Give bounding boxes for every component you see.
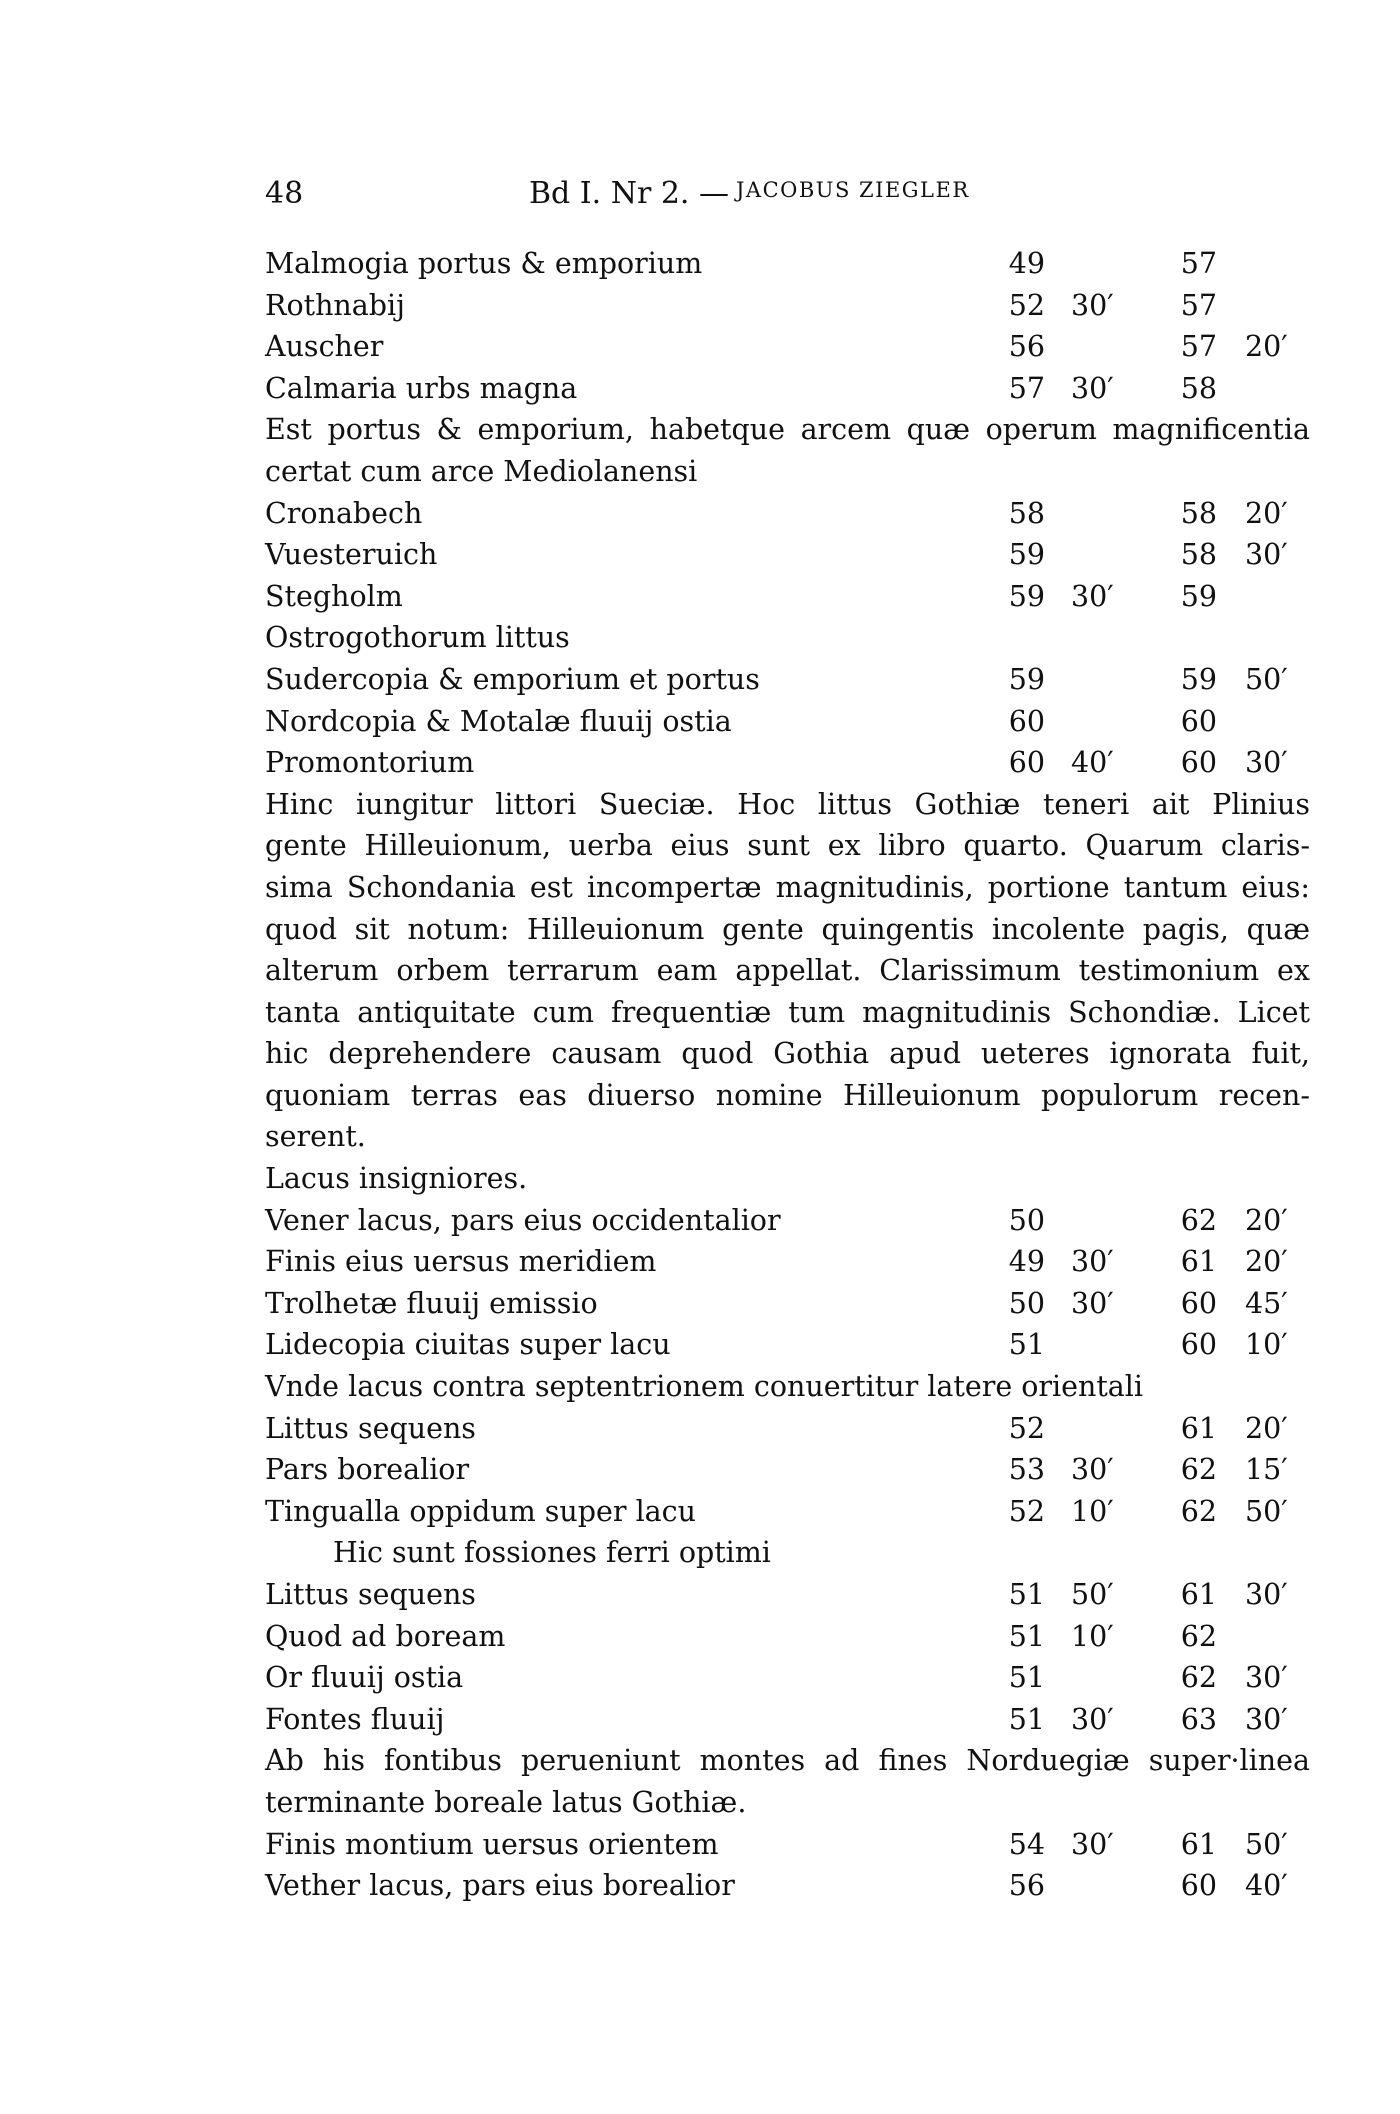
latitude-degrees: 57 [1180,247,1217,280]
longitude-degrees: 49 [1008,247,1045,280]
coordinate-table-4 [265,1408,1310,1533]
longitude-minutes: 30′ [1071,1453,1114,1487]
place-name: Calmaria urbs magna [265,371,578,405]
page-body [265,243,1310,1907]
longitude-degrees: 49 [1008,1245,1045,1279]
text-line: gente Hilleuionum, uerba eius sunt ex libro quarto. Quarum claris- [265,829,1310,863]
place-name: Nordcopia & Motalæ fluuij ostia [265,704,732,738]
longitude-degrees: 57 [1008,371,1045,405]
latitude-degrees: 60 [1180,704,1217,738]
longitude-minutes: 30′ [1071,579,1114,613]
longitude-degrees: 60 [1008,704,1045,738]
latitude-minutes: 50′ [1245,662,1288,696]
place-name: Malmogia portus & emporium [265,247,703,280]
table-row [265,576,1310,618]
place-name: Trolhetæ fluuij emissio [265,1286,598,1320]
latitude-minutes: 20′ [1245,1245,1288,1279]
longitude-degrees: 52 [1008,288,1045,322]
latitude-minutes: 30′ [1245,1702,1288,1736]
place-name: Finis montium uersus orientem [265,1827,719,1861]
text-line: quod sit notum: Hilleuionum gente quingentis incolente pagis, quæ [265,912,1310,946]
latitude-degrees: 60 [1180,1328,1217,1362]
table-row [265,1616,1310,1658]
latitude-degrees: 62 [1180,1453,1217,1487]
latitude-minutes: 30′ [1245,538,1288,572]
section-heading [265,1158,1310,1200]
latitude-degrees: 60 [1180,1286,1217,1320]
longitude-degrees: 50 [1008,1203,1045,1237]
text-line: sima Schondania est incompertæ magnitudinis, portione tantum eius: [265,870,1310,904]
text-line: serent. [265,1120,366,1154]
longitude-minutes: 30′ [1071,1245,1114,1279]
latitude-degrees: 62 [1180,1619,1217,1653]
table-row [265,1824,1310,1866]
longitude-minutes: 10′ [1071,1494,1114,1528]
place-name: Vether lacus, pars eius borealior [265,1869,735,1903]
coordinate-table-5 [265,1574,1310,1740]
place-name: Rothnabij [265,288,405,322]
table-row [265,1324,1310,1366]
latitude-degrees: 61 [1180,1827,1217,1861]
lakes-heading: Lacus insigniores. [265,1162,528,1196]
text-line: terminante boreale latus Gothiæ. [265,1785,747,1819]
page-number: 48 [265,176,304,211]
longitude-minutes: 30′ [1071,1702,1114,1736]
latitude-degrees: 59 [1180,579,1217,613]
gothia-paragraph [265,784,1310,1158]
table-row [265,243,1310,285]
place-name: Quod ad boream [265,1619,506,1653]
place-name: Littus sequens [265,1578,476,1611]
place-name: Vuesteruich [265,538,438,572]
place-name: Sudercopia & emporium et portus [265,662,760,696]
latitude-degrees: 62 [1180,1494,1217,1528]
latitude-degrees: 60 [1180,746,1217,780]
table-row [265,617,1310,659]
latitude-degrees: 57 [1180,288,1217,322]
vndo-note: Vnde lacus contra septentrionem conuertitur latere orientali [265,1370,1144,1404]
longitude-degrees: 52 [1008,1411,1045,1445]
longitude-degrees: 54 [1008,1827,1045,1861]
table-row [265,368,1310,410]
table-row [265,1408,1310,1450]
fossiones-note: Hic sunt fossiones ferri optimi [333,1536,771,1570]
longitude-minutes: 50′ [1071,1578,1114,1611]
text-line: certat cum arce Mediolanensi [265,454,698,488]
text-line: hic deprehendere causam quod Gothia apud ueteres ignorata fuit, [265,1037,1310,1071]
place-name: Promontorium [265,746,475,780]
place-name: Ostrogothorum littus [265,621,570,655]
latitude-minutes: 50′ [1245,1827,1288,1861]
latitude-degrees: 60 [1180,1869,1217,1903]
longitude-degrees: 53 [1008,1453,1045,1487]
table-row [265,493,1310,535]
place-name: Vener lacus, pars eius occidentalior [265,1203,781,1237]
longitude-minutes: 30′ [1071,1286,1114,1320]
latitude-degrees: 63 [1180,1702,1217,1736]
text-line: Est portus & emporium, habetque arcem quæ operum magnificentia [265,413,1310,447]
longitude-minutes: 30′ [1071,288,1114,322]
table-row [265,659,1310,701]
place-name: Finis eius uersus meridiem [265,1245,657,1279]
latitude-degrees: 57 [1180,330,1217,364]
place-name: Littus sequens [265,1411,476,1445]
volume-label: Bd I. Nr 2. — [529,176,729,211]
latitude-degrees: 58 [1180,538,1217,572]
text-line [265,1366,1310,1408]
place-name: Tingualla oppidum super lacu [265,1494,696,1528]
latitude-degrees: 61 [1180,1411,1217,1445]
text-line: quoniam terras eas diuerso nomine Hilleuionum populorum recen- [265,1078,1310,1112]
table-row [265,701,1310,743]
longitude-degrees: 59 [1008,579,1045,613]
table-row [265,285,1310,327]
text-line [265,1532,1310,1574]
place-name: Pars borealior [265,1453,470,1487]
latitude-degrees: 59 [1180,662,1217,696]
latitude-degrees: 62 [1180,1203,1217,1237]
table-row [265,1449,1310,1491]
longitude-degrees: 50 [1008,1286,1045,1320]
table-row [265,534,1310,576]
latitude-degrees: 58 [1180,371,1217,405]
longitude-degrees: 59 [1008,662,1045,696]
latitude-degrees: 62 [1180,1661,1217,1695]
place-name: Auscher [265,330,384,364]
coordinate-table-2 [265,493,1310,784]
montes-note [265,1740,1310,1823]
place-name: Or fluuij ostia [265,1661,464,1695]
latitude-minutes: 50′ [1245,1494,1288,1528]
latitude-minutes: 10′ [1245,1328,1288,1362]
latitude-minutes: 20′ [1245,1203,1288,1237]
longitude-degrees: 51 [1008,1702,1045,1736]
table-row [265,742,1310,784]
latitude-minutes: 15′ [1245,1453,1288,1487]
latitude-minutes: 45′ [1245,1286,1288,1320]
place-name: Cronabech [265,496,423,530]
table-row [265,1241,1310,1283]
coordinate-table-3 [265,1200,1310,1366]
longitude-degrees: 52 [1008,1494,1045,1528]
table-row [265,1491,1310,1533]
latitude-minutes: 20′ [1245,496,1288,530]
longitude-degrees: 51 [1008,1578,1045,1611]
latitude-minutes: 40′ [1245,1869,1288,1903]
place-name: Fontes fluuij [265,1702,445,1736]
longitude-minutes: 10′ [1071,1619,1114,1653]
running-header [265,176,1315,222]
latitude-minutes: 30′ [1245,1661,1288,1695]
running-author: JACOBUS ZIEGLER [736,178,970,202]
coordinate-table-1 [265,243,1310,409]
latitude-minutes: 30′ [1245,1578,1288,1611]
table-row [265,1865,1310,1907]
latitude-degrees: 58 [1180,496,1217,530]
text-line: Hinc iungitur littori Sueciæ. Hoc littus Gothiæ teneri ait Plinius [265,787,1310,821]
table-row [265,1574,1310,1616]
longitude-minutes: 30′ [1071,371,1114,405]
longitude-degrees: 56 [1008,330,1045,364]
coordinate-table-6 [265,1824,1310,1907]
text-line: alterum orbem terrarum eam appellat. Clarissimum testimonium ex [265,954,1310,988]
place-name: Stegholm [265,579,403,613]
latitude-minutes: 20′ [1245,1411,1288,1445]
longitude-minutes: 40′ [1071,746,1114,780]
longitude-degrees: 51 [1008,1661,1045,1695]
calmaria-note [265,409,1310,492]
longitude-degrees: 60 [1008,746,1045,780]
longitude-degrees: 56 [1008,1869,1045,1903]
latitude-minutes: 20′ [1245,330,1288,364]
longitude-minutes: 30′ [1071,1827,1114,1861]
latitude-degrees: 61 [1180,1578,1217,1611]
longitude-degrees: 59 [1008,538,1045,572]
longitude-degrees: 51 [1008,1328,1045,1362]
table-row [265,1283,1310,1325]
latitude-degrees: 61 [1180,1245,1217,1279]
table-row [265,1699,1310,1741]
table-row [265,1657,1310,1699]
table-row [265,1200,1310,1242]
longitude-degrees: 58 [1008,496,1045,530]
latitude-minutes: 30′ [1245,746,1288,780]
text-line: Ab his fontibus perueniunt montes ad fines Norduegiæ super·linea [265,1744,1310,1778]
table-row [265,326,1310,368]
place-name: Lidecopia ciuitas super lacu [265,1328,671,1362]
text-line: tanta antiquitate cum frequentiæ tum magnitudinis Schondiæ. Licet [265,995,1310,1029]
longitude-degrees: 51 [1008,1619,1045,1653]
